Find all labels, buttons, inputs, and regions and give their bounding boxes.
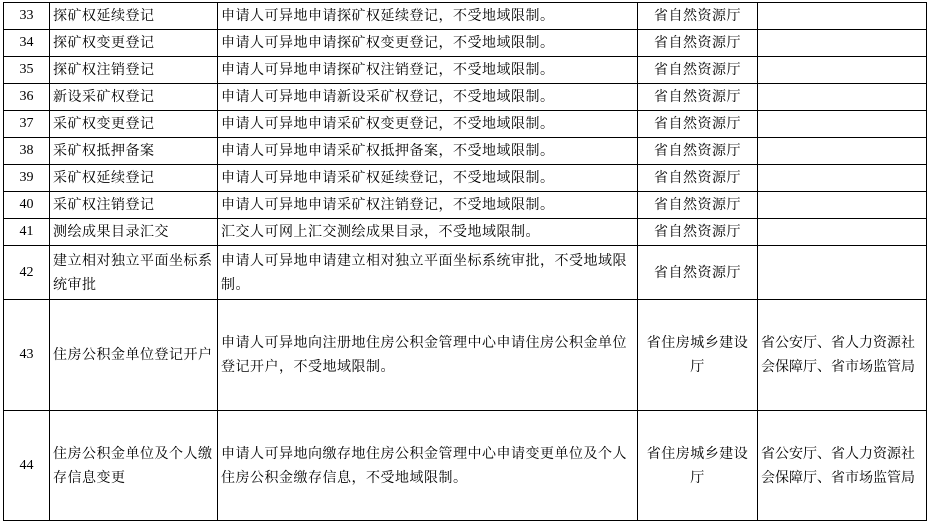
item-name: 探矿权注销登记 bbox=[50, 57, 218, 84]
cooperating-departments bbox=[758, 30, 927, 57]
item-name: 探矿权变更登记 bbox=[50, 30, 218, 57]
item-description: 申请人可异地申请探矿权变更登记，不受地域限制。 bbox=[218, 30, 638, 57]
lead-department: 省自然资源厅 bbox=[638, 84, 758, 111]
item-name: 住房公积金单位登记开户 bbox=[50, 300, 218, 411]
lead-department: 省自然资源厅 bbox=[638, 192, 758, 219]
lead-department: 省自然资源厅 bbox=[638, 57, 758, 84]
lead-department: 省自然资源厅 bbox=[638, 111, 758, 138]
item-description: 申请人可异地申请建立相对独立平面坐标系统审批，不受地域限制。 bbox=[218, 246, 638, 300]
cooperating-departments bbox=[758, 246, 927, 300]
table-row bbox=[4, 246, 927, 300]
cooperating-departments: 省公安厅、省人力资源社会保障厅、省市场监管局 bbox=[758, 411, 927, 521]
lead-department: 省住房城乡建设厅 bbox=[638, 411, 758, 521]
row-number: 34 bbox=[4, 30, 50, 57]
item-description: 申请人可异地申请探矿权延续登记，不受地域限制。 bbox=[218, 3, 638, 30]
table-row bbox=[4, 165, 927, 192]
cooperating-departments bbox=[758, 57, 927, 84]
table-row bbox=[4, 57, 927, 84]
cooperating-departments bbox=[758, 219, 927, 246]
cooperating-departments bbox=[758, 138, 927, 165]
cooperating-departments bbox=[758, 84, 927, 111]
item-description: 申请人可异地向注册地住房公积金管理中心申请住房公积金单位登记开户，不受地域限制。 bbox=[218, 300, 638, 411]
lead-department: 省自然资源厅 bbox=[638, 3, 758, 30]
table-row bbox=[4, 3, 927, 30]
table-row bbox=[4, 111, 927, 138]
row-number: 39 bbox=[4, 165, 50, 192]
item-description: 申请人可异地申请探矿权注销登记，不受地域限制。 bbox=[218, 57, 638, 84]
table-row bbox=[4, 219, 927, 246]
row-number: 44 bbox=[4, 411, 50, 521]
cooperating-departments bbox=[758, 111, 927, 138]
lead-department: 省自然资源厅 bbox=[638, 246, 758, 300]
row-number: 36 bbox=[4, 84, 50, 111]
item-name: 测绘成果目录汇交 bbox=[50, 219, 218, 246]
item-description: 申请人可异地申请采矿权延续登记，不受地域限制。 bbox=[218, 165, 638, 192]
lead-department: 省自然资源厅 bbox=[638, 165, 758, 192]
item-description: 申请人可异地申请新设采矿权登记，不受地域限制。 bbox=[218, 84, 638, 111]
item-name: 采矿权变更登记 bbox=[50, 111, 218, 138]
item-name: 采矿权注销登记 bbox=[50, 192, 218, 219]
table-row bbox=[4, 300, 927, 411]
row-number: 33 bbox=[4, 3, 50, 30]
row-number: 38 bbox=[4, 138, 50, 165]
lead-department: 省住房城乡建设厅 bbox=[638, 300, 758, 411]
lead-department: 省自然资源厅 bbox=[638, 138, 758, 165]
table-row bbox=[4, 192, 927, 219]
item-description: 申请人可异地向缴存地住房公积金管理中心申请变更单位及个人住房公积金缴存信息，不受地域限制。 bbox=[218, 411, 638, 521]
cooperating-departments: 省公安厅、省人力资源社会保障厅、省市场监管局 bbox=[758, 300, 927, 411]
item-name: 采矿权延续登记 bbox=[50, 165, 218, 192]
row-number: 41 bbox=[4, 219, 50, 246]
item-name: 建立相对独立平面坐标系统审批 bbox=[50, 246, 218, 300]
lead-department: 省自然资源厅 bbox=[638, 30, 758, 57]
item-description: 申请人可异地申请采矿权变更登记，不受地域限制。 bbox=[218, 111, 638, 138]
cooperating-departments bbox=[758, 165, 927, 192]
item-name: 探矿权延续登记 bbox=[50, 3, 218, 30]
row-number: 40 bbox=[4, 192, 50, 219]
item-name: 采矿权抵押备案 bbox=[50, 138, 218, 165]
item-description: 汇交人可网上汇交测绘成果目录，不受地域限制。 bbox=[218, 219, 638, 246]
table-row bbox=[4, 411, 927, 521]
cooperating-departments bbox=[758, 3, 927, 30]
item-description: 申请人可异地申请采矿权抵押备案，不受地域限制。 bbox=[218, 138, 638, 165]
table-row bbox=[4, 84, 927, 111]
row-number: 42 bbox=[4, 246, 50, 300]
lead-department: 省自然资源厅 bbox=[638, 219, 758, 246]
item-name: 新设采矿权登记 bbox=[50, 84, 218, 111]
row-number: 43 bbox=[4, 300, 50, 411]
cooperating-departments bbox=[758, 192, 927, 219]
item-description: 申请人可异地申请采矿权注销登记，不受地域限制。 bbox=[218, 192, 638, 219]
service-table bbox=[3, 2, 927, 521]
row-number: 37 bbox=[4, 111, 50, 138]
table-row bbox=[4, 30, 927, 57]
item-name: 住房公积金单位及个人缴存信息变更 bbox=[50, 411, 218, 521]
table-row bbox=[4, 138, 927, 165]
row-number: 35 bbox=[4, 57, 50, 84]
